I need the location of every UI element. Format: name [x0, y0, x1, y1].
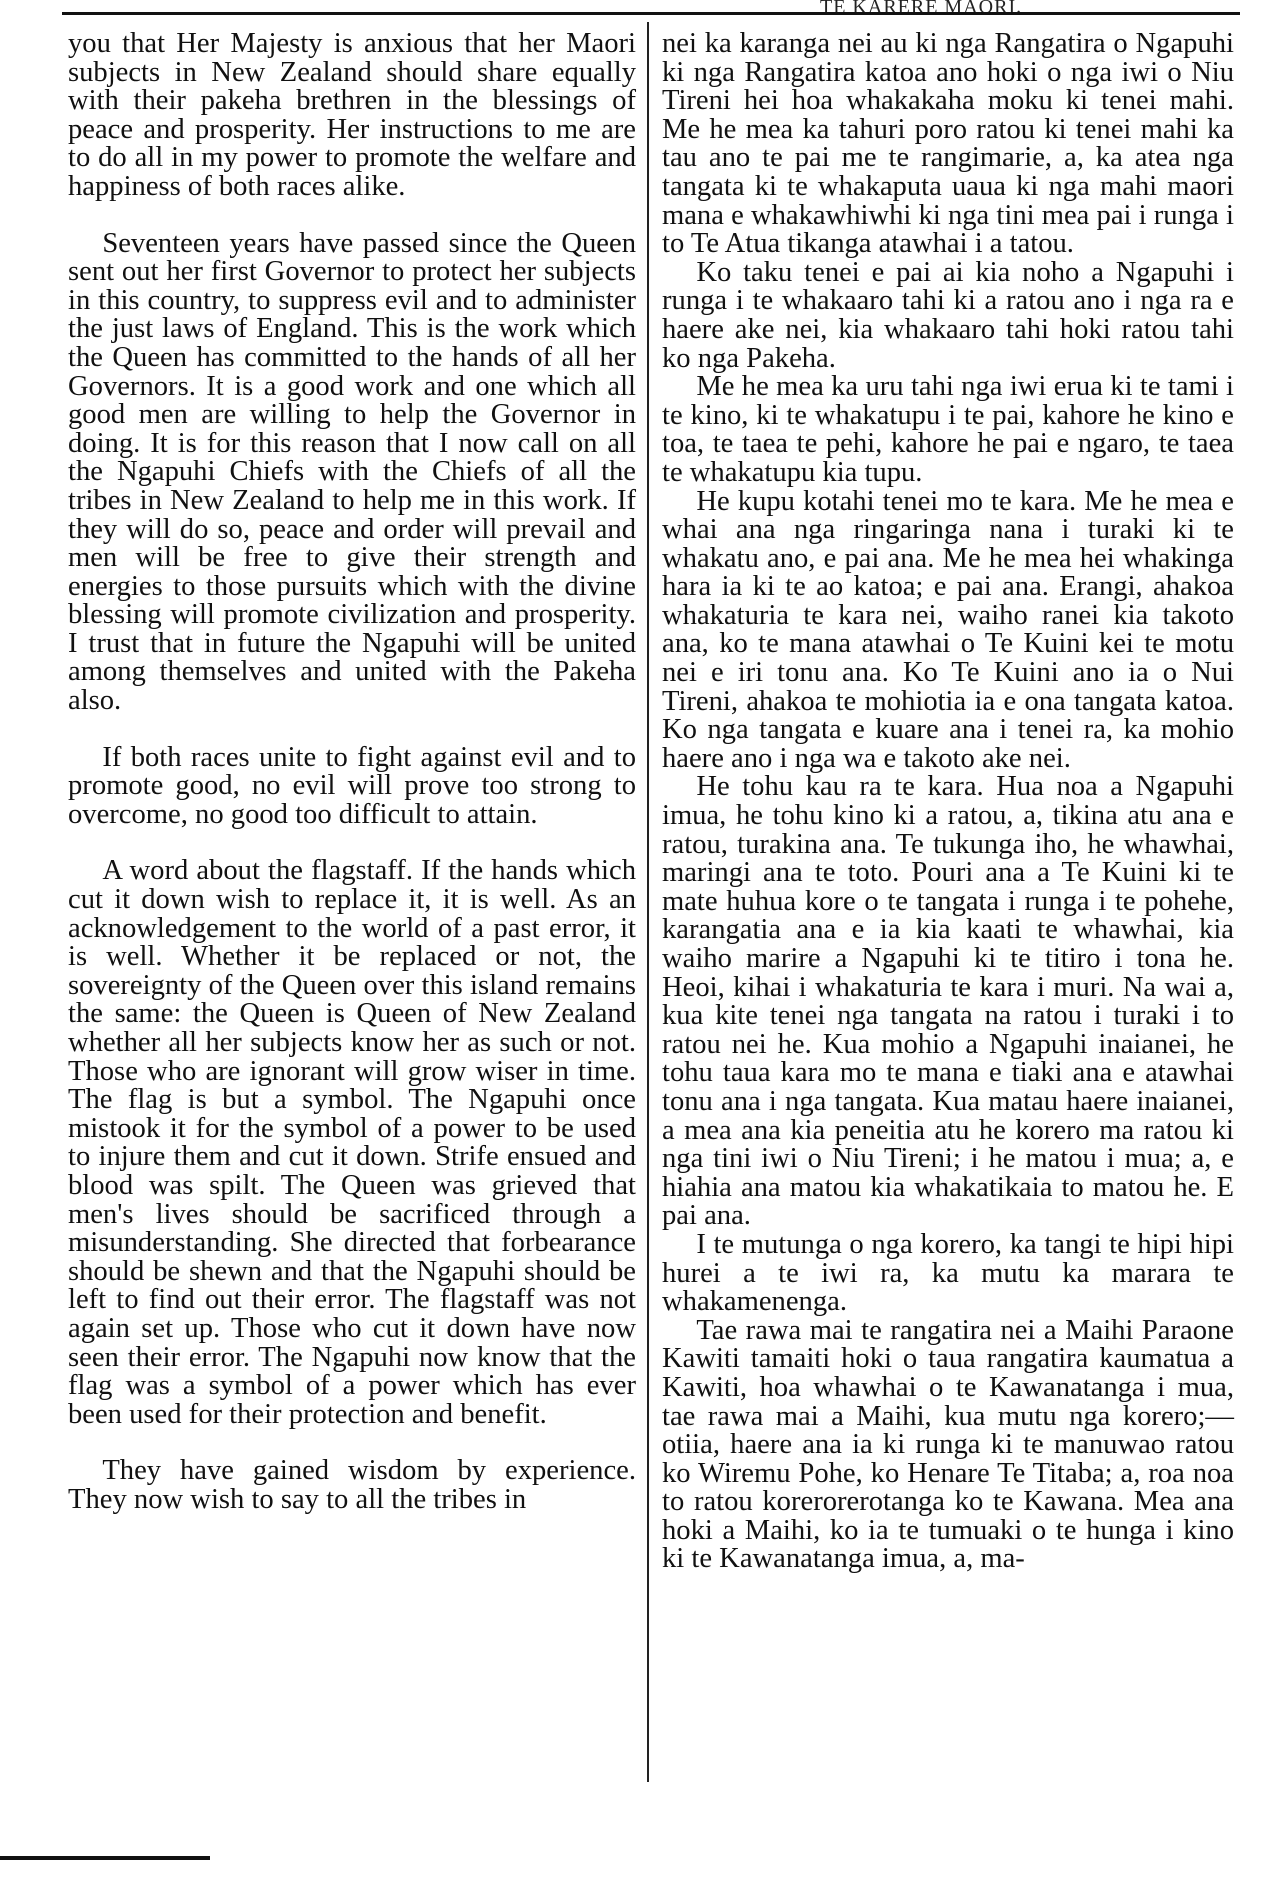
paragraph: They have gained wisdom by experience. They now wish to say to all the tribes in — [68, 1455, 636, 1515]
paragraph: nei ka karanga nei au ki nga Rangatira o Ngapuhi ki nga Rangatira katoa ano hoki o nga iwi o Niu Tireni hei hoa whakakaha moku ki tenei mahi. Me he mea ka tahuri poro ratou ki tenei mahi ka tau ano te pai me te rangimarie, a, ka atea nga tangata ki te whakaputa uaua ki nga mahi maori mana e whakawhiwhi ki nga tini mea pai i runga i to Te Atua tikanga atawhai i a tatou. — [662, 28, 1234, 260]
paragraph: Ko taku tenei e pai ai kia noho a Ngapuhi i runga i te whakaaro tahi ki a ratou ano i nga ra e haere ake nei, kia whakaaro tahi hoki ratou tahi ko nga Pakeha. — [662, 256, 1234, 374]
paragraph: I te mutunga o nga korero, ka tangi te hipi hipi hurei a te iwi ra, ka mutu ka marara te whakamenenga. — [662, 1228, 1234, 1318]
right-column — [662, 30, 1234, 1574]
paragraph: If both races unite to fight against evil and to promote good, no evil will prove too strong to overcome, no good too difficult to attain. — [68, 741, 636, 830]
paragraph: A word about the flagstaff. If the hands which cut it down wish to replace it, it is well. As an acknowledgement to the world of a past error, it is well. Whether it be replaced or not, the sovereignty of the Queen over this island remains the same: the Queen is Queen of New Zealand whether all her subjects know her as such or not. Those who are ignorant will grow wiser in time. The flag is but a symbol. The Ngapuhi once mistook it for the symbol of a power to be used to injure them and cut it down. Strife ensued and blood was spilt. The Queen was grieved that men's lives should be sacrificed through a misunderstanding. She directed that forbearance should be shewn and that the Ngapuhi should be left to find out their error. The flagstaff was not again set up. Those who cut it down have now seen their error. The Ngapuhi now know that the flag was a symbol of a power which has ever been used for their protection and benefit. — [68, 855, 636, 1430]
top-rule — [62, 12, 1240, 15]
bottom-rule — [0, 1856, 210, 1860]
paragraph: Seventeen years have passed since the Queen sent out her first Governor to protect her subjects in this country, to suppress evil and to administer the just laws of England. This is the work which the Queen has committed to the hands of all her Governors. It is a good work and one which all good men are willing to help the Governor in doing. It is for this reason that I now call on all the Ngapuhi Chiefs with the Chiefs of all the tribes in New Zealand to help me in this work. If they will do so, peace and order will prevail and men will be free to give their strength and energies to those pursuits which with the divine blessing will promote civilization and prosperity. I trust that in future the Ngapuhi will be united among themselves and united with the Pakeha also. — [68, 227, 636, 717]
paragraph: He tohu kau ra te kara. Hua noa a Ngapuhi imua, he tohu kino ki a ratou, a, tikina atu ana e ratou, turakina ana. Te tukunga iho, he whawhai, maringi ana te toto. Pouri ana a Te Kuini ki te mate huhua kore o te tangata i runga i te pohehe, karangatia ana e ia kia kaati te whawhai, kia waiho marire a Ngapuhi ki te titiro i tona he. Heoi, kihai i whakaturia te kara i muri. Na wai a, kua kite tenei nga tangata na ratou i turaki i to ratou nei he. Kua mohio a Ngapuhi inaianei, he tohu taua kara mo te mana e tiaki ana e atawhai tonu ana i nga tangata. Kua matau haere inaianei, a mea ana kia peneitia atu he korero ma ratou ki nga tini iwi o Niu Tireni; i he matou i mua; a, e hiahia ana matou kia whakatikaia to matou he. E pai ana. — [662, 771, 1234, 1232]
paragraph: Me he mea ka uru tahi nga iwi erua ki te tami i te kino, ki te whakatupu i te pai, kahore he kino e toa, te taea te pehi, kahore he pai e ngaro, te taea te whakatupu kia tupu. — [662, 371, 1234, 488]
paragraph: Tae rawa mai te rangatira nei a Maihi Paraone Kawiti tamaiti hoki o taua rangatira kaumatua a Kawiti, hoa whawhai o te Kawanatanga i mua, tae rawa mai a Maihi, kua mutu nga korero;—otiia, haere ana ia ki runga ki te manuwao ratou ko Wiremu Pohe, ko Henare Te Titaba; a, roa noa to ratou korerorerotanga ko te Kawana. Mea ana hoki a Maihi, ko ia te tumuaki o te hunga i kino ki te Kawanatanga imua, a, ma- — [662, 1314, 1234, 1575]
paragraph: you that Her Majesty is anxious that her Maori subjects in New Zealand should share equally with their pakeha brethren in the blessings of peace and prosperity. Her instructions to me are to do all in my power to promote the welfare and happiness of both races alike. — [68, 28, 636, 202]
page-header-fragment: TE KARERE MAORI. — [820, 0, 1023, 12]
column-divider — [647, 22, 649, 1782]
left-column — [68, 30, 636, 1543]
paragraph: He kupu kotahi tenei mo te kara. Me he mea e whai ana nga ringaringa nana i turaki ki te whakatu ano, e pai ana. Me he mea hei whakinga hara ia ki te ao katoa; e pai ana. Erangi, ahakoa whakaturia te kara nei, waiho ranei kia takoto ana, ko te mana atawhai o Te Kuini kei te motu nei e iri tonu ana. Ko Te Kuini ano ia o Nui Tireni, ahakoa te mohiotia ia e ona tangata katoa. Ko nga tangata e kuare ana i tenei ra, ka mohio haere ano i nga wa e takoto ake nei. — [662, 485, 1234, 774]
